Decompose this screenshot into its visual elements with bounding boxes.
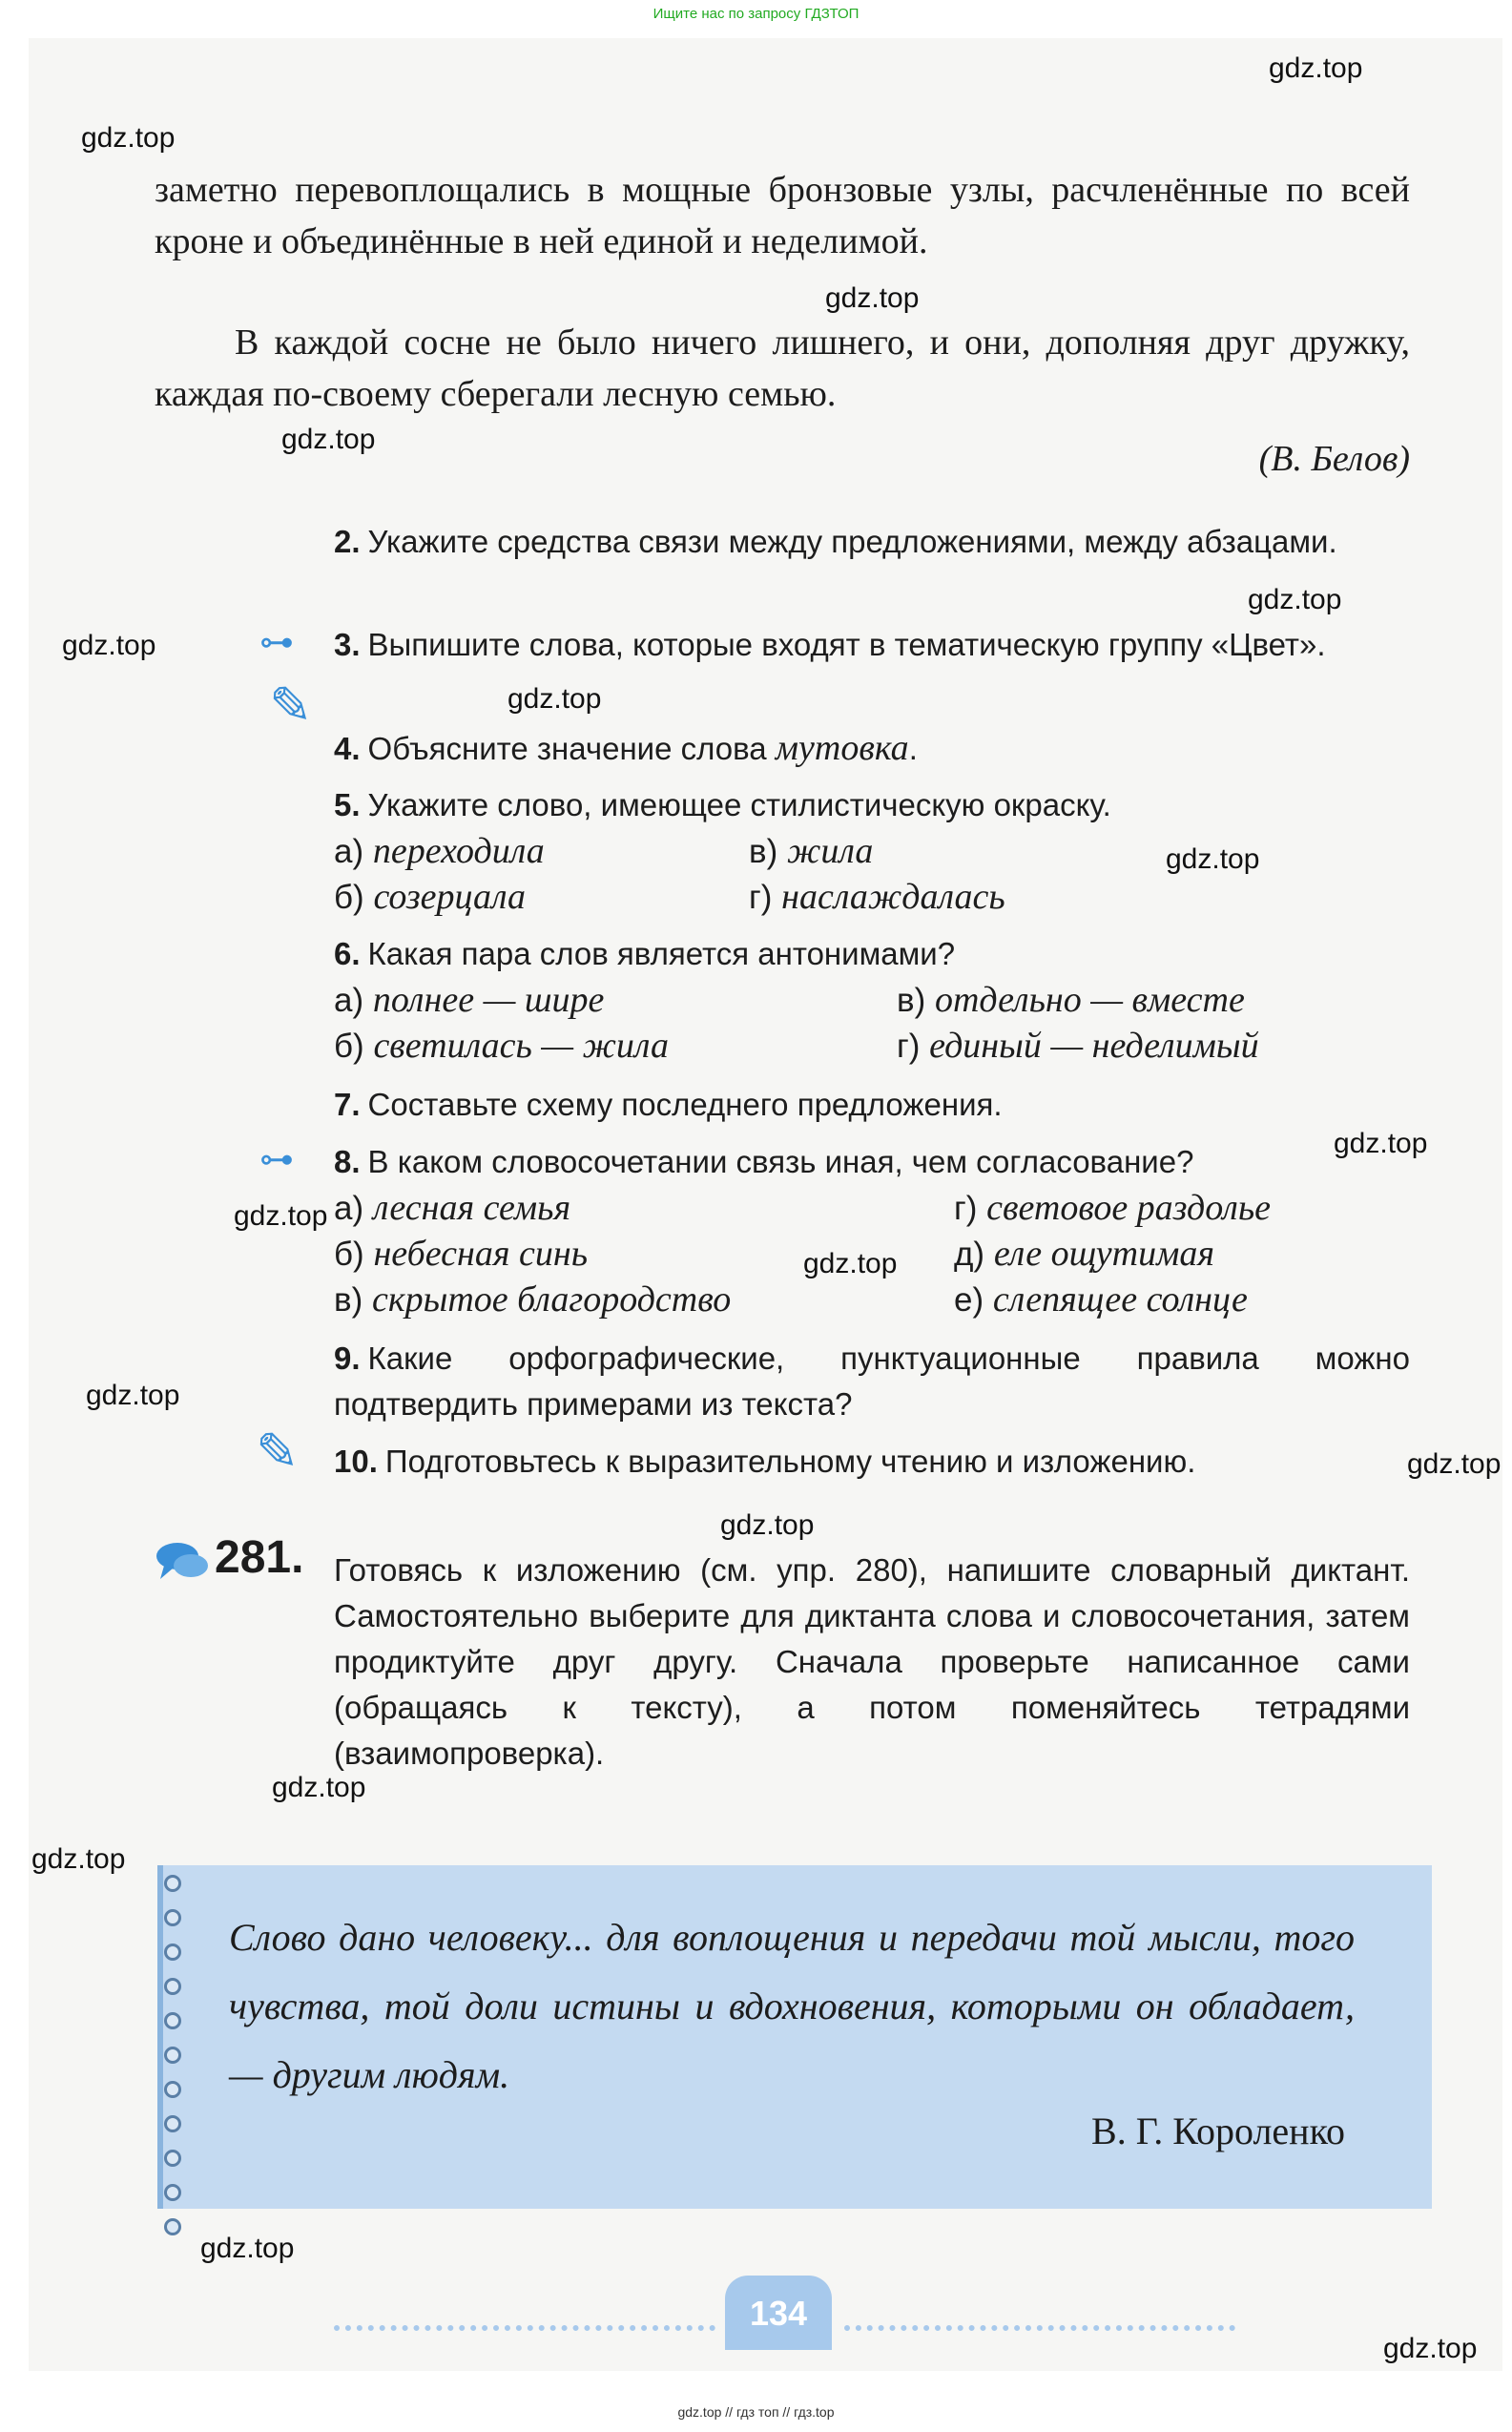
key-icon: ⊶ — [259, 622, 294, 661]
watermark: gdz.top — [200, 2233, 295, 2264]
watermark: gdz.top — [1383, 2333, 1478, 2364]
question-text: В каком словосочетании связь иная, чем согласование? — [367, 1144, 1194, 1179]
footer: gdz.top // гдз топ // гдз.top — [677, 2404, 835, 2420]
key-icon: ⊶ — [259, 1139, 294, 1178]
option: б) созерцала — [334, 877, 527, 917]
text-paragraph-2: В каждой сосне не было ничего лишнего, и они, дополняя друг дружку, каждая по-своему сберегали лесную семью. — [155, 322, 1410, 414]
question-4 — [334, 725, 1410, 772]
watermark: gdz.top — [1407, 1448, 1502, 1480]
page-number: 134 — [725, 2276, 832, 2350]
question-6 — [334, 931, 1410, 977]
option: а) лесная семья — [334, 1188, 571, 1228]
option: е) слепящее солнце — [954, 1279, 1248, 1320]
page-dots-right — [844, 2325, 1235, 2338]
question-text: Объясните значение слова — [367, 731, 776, 766]
exercise-number: 281. — [215, 1532, 304, 1583]
top-banner: Ищите нас по запросу ГДЗТОП — [652, 6, 860, 22]
question-text: Подготовьтесь к выразительному чтению и изложению. — [384, 1444, 1196, 1479]
question-number: 4. — [334, 731, 361, 766]
option: г) световое раздолье — [954, 1188, 1272, 1228]
pen-icon: ✎ — [256, 1424, 300, 1481]
watermark: gdz.top — [281, 424, 376, 455]
question-number: 5. — [334, 787, 361, 822]
question-text: Выпишите слова, которые входят в тематическую группу «Цвет». — [367, 627, 1326, 662]
watermark: gdz.top — [31, 1843, 126, 1875]
question-text: Укажите слово, имеющее стилистическую окраску. — [367, 787, 1111, 822]
watermark: gdz.top — [803, 1248, 898, 1279]
question-text: Какая пара слов является антонимами? — [367, 936, 956, 971]
chat-bubbles-icon — [155, 1541, 210, 1588]
watermark: gdz.top — [1166, 843, 1260, 875]
watermark: gdz.top — [81, 122, 176, 154]
question-7 — [334, 1082, 1410, 1128]
option: б) светилась — жила — [334, 1026, 669, 1066]
watermark: gdz.top — [1248, 584, 1342, 615]
watermark: gdz.top — [62, 630, 156, 661]
pen-icon: ✎ — [269, 677, 313, 735]
watermark: gdz.top — [720, 1509, 815, 1541]
watermark: gdz.top — [272, 1772, 366, 1803]
option: в) скрытое благородство — [334, 1279, 732, 1320]
watermark: gdz.top — [86, 1380, 180, 1411]
question-number: 3. — [334, 627, 361, 662]
question-number: 6. — [334, 936, 361, 971]
page-dots-left — [334, 2325, 715, 2338]
watermark: gdz.top — [825, 282, 920, 314]
option: в) отдельно — вместе — [897, 980, 1245, 1020]
question-number: 9. — [334, 1341, 361, 1376]
question-8 — [334, 1139, 1410, 1185]
question-text: Укажите средства связи между предложениями, между абзацами. — [367, 524, 1337, 559]
text-paragraph-1: заметно перевоплощались в мощные бронзовые узлы, расчленённые по всей кроне и объединённые в ней единой и неделимой. — [155, 170, 1410, 261]
text-author: (В. Белов) — [1258, 439, 1410, 479]
question-number: 10. — [334, 1444, 378, 1479]
option: а) полнее — шире — [334, 980, 605, 1020]
watermark: gdz.top — [1269, 52, 1363, 84]
option: в) жила — [749, 831, 874, 871]
question-text: Какие орфографические, пунктуационные правила можно подтвердить примерами из текста? — [334, 1341, 1410, 1422]
question-5 — [334, 782, 1410, 828]
question-2 — [334, 519, 1410, 565]
option: г) наслаждалась — [749, 877, 1005, 917]
watermark: gdz.top — [507, 683, 602, 715]
option: г) единый — неделимый — [897, 1026, 1259, 1066]
option: а) переходила — [334, 831, 545, 871]
option: б) небесная синь — [334, 1234, 589, 1274]
notebook-rings — [164, 1875, 183, 2253]
exercise-text: Готовясь к изложению (см. упр. 280), напишите словарный диктант. Самостоятельно выберите для диктанта слова и словосочетания, затем продиктуйте друг другу. Сначала проверьте написанное сами (обращаясь к тексту), а потом поменяйтесь тетрадями (взаимопроверка). — [334, 1552, 1410, 1771]
quote-text: Слово дано человеку... для воплощения и передачи той мысли, того чувства, той доли истины и вдохновения, которыми он обладает, — другим людям. — [229, 1916, 1355, 2096]
question-number: 2. — [334, 524, 361, 559]
question-10 — [334, 1439, 1410, 1485]
question-end: . — [908, 731, 918, 766]
question-number: 8. — [334, 1144, 361, 1179]
question-text: Составьте схему последнего предложения. — [367, 1087, 1003, 1122]
question-word: мутовка — [775, 728, 909, 768]
question-9 — [334, 1336, 1410, 1427]
watermark: gdz.top — [234, 1200, 328, 1232]
quote-author: В. Г. Короленко — [1091, 2110, 1345, 2152]
option: д) еле ощутимая — [954, 1234, 1215, 1274]
watermark: gdz.top — [1334, 1128, 1428, 1159]
question-number: 7. — [334, 1087, 361, 1122]
question-3 — [334, 622, 1410, 668]
